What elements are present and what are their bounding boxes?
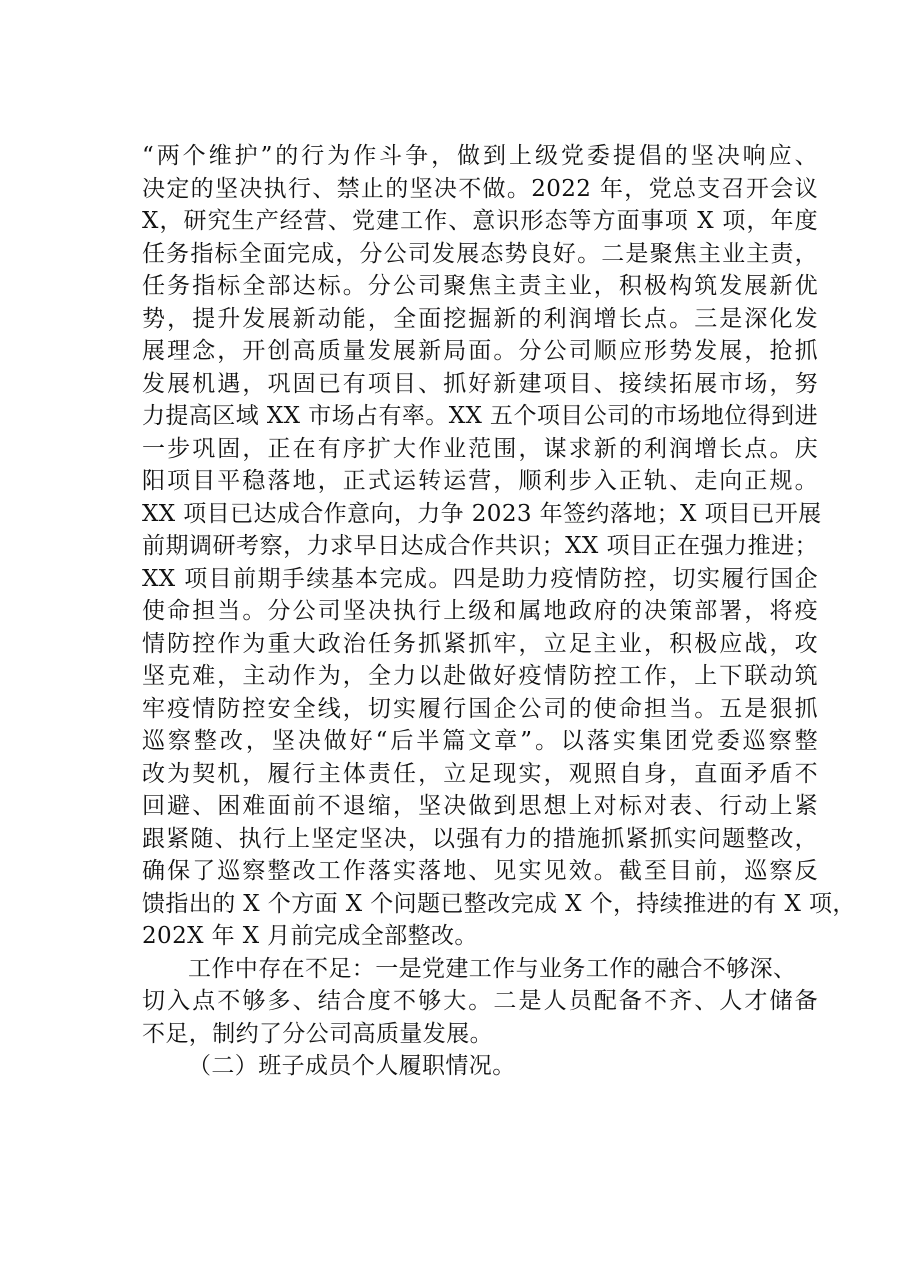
text-line: 工作中存在不足：一是党建工作与业务工作的融合不够深、 <box>188 955 797 982</box>
text-line: 发展机遇，巩固已有项目、抓好新建项目、接续拓展市场，努 <box>142 370 818 397</box>
text-line: 改为契机，履行主体责任，立足现实，观照自身，直面矛盾不 <box>142 760 818 787</box>
text-line: 力提高区域 XX 市场占有率。XX 五个项目公司的市场地位得到进 <box>142 403 818 429</box>
text-line: 巡察整改，坚决做好“后半篇文章”。以落实集团党委巡察整 <box>142 728 818 754</box>
section-heading-text: （二）班子成员个人履职情况。 <box>188 1053 516 1079</box>
text-line: 一步巩固，正在有序扩大作业范围，谋求新的利润增长点。庆 <box>142 435 818 462</box>
text-line: “两个维护”的行为作斗争，做到上级党委提倡的坚决响应、 <box>142 143 818 169</box>
text-line: 确保了巡察整改工作落实落地、见实见效。截至目前，巡察反 <box>142 858 818 884</box>
text-line: 切入点不够多、结合度不够大。二是人员配备不齐、人才储备 <box>142 988 818 1014</box>
text-line: 跟紧随、执行上坚定坚决，以强有力的措施抓紧抓实问题整改， <box>142 825 818 852</box>
text-line: 使命担当。分公司坚决执行上级和属地政府的决策部署，将疫 <box>142 598 818 624</box>
text-line: X，研究生产经营、党建工作、意识形态等方面事项 X 项，年度 <box>142 208 818 234</box>
document-body <box>142 140 856 1083</box>
paragraph-party-building-results <box>142 140 856 953</box>
text-line: 馈指出的 X 个方面 X 个问题已整改完成 X 个，持续推进的有 X 项， <box>142 890 856 917</box>
text-line: XX 项目前期手续基本完成。四是助力疫情防控，切实履行国企 <box>142 565 818 592</box>
text-line: 阳项目平稳落地，正式运转运营，顺利步入正轨、走向正规。 <box>142 468 818 494</box>
text-line: XX 项目已达成合作意向，力争 2023 年签约落地；X 项目已开展 <box>142 500 822 527</box>
paragraph-shortcomings <box>142 953 818 1051</box>
text-line: 任务指标全面完成，分公司发展态势良好。二是聚焦主业主责， <box>142 240 818 267</box>
text-line: 前期调研考察，力求早日达成合作共识；XX 项目正在强力推进； <box>142 533 818 559</box>
text-line: 任务指标全部达标。分公司聚焦主责主业，积极构筑发展新优 <box>142 273 818 299</box>
text-line: 202X 年 X 月前完成全部整改。 <box>142 923 478 949</box>
text-line: 坚克难，主动作为，全力以赴做好疫情防控工作，上下联动筑 <box>142 663 818 689</box>
text-line: 展理念，开创高质量发展新局面。分公司顺应形势发展，抢抓 <box>142 338 818 364</box>
text-line: 势，提升发展新动能，全面挖掘新的利润增长点。三是深化发 <box>142 305 818 332</box>
section-heading <box>142 1050 818 1083</box>
text-line: 回避、困难面前不退缩，坚决做到思想上对标对表、行动上紧 <box>142 793 818 819</box>
text-line: 决定的坚决执行、禁止的坚决不做。2022 年，党总支召开会议 <box>142 175 818 202</box>
text-line: 牢疫情防控安全线，切实履行国企公司的使命担当。五是狠抓 <box>142 695 818 722</box>
text-line: 情防控作为重大政治任务抓紧抓牢，立足主业，积极应战，攻 <box>142 630 818 657</box>
text-line: 不足，制约了分公司高质量发展。 <box>142 1020 493 1047</box>
